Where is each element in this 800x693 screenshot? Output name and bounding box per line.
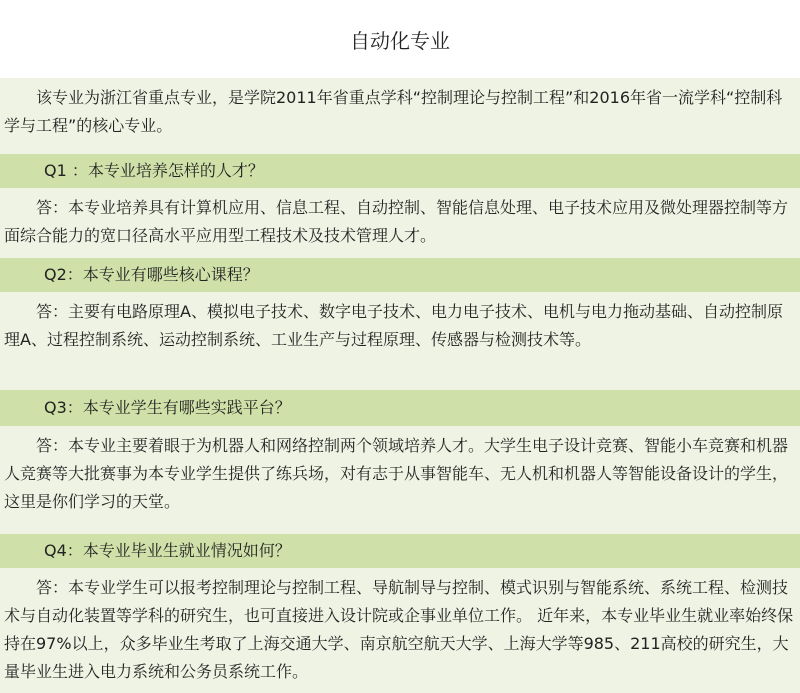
intro-paragraph: 该专业为浙江省重点专业，是学院2011年省重点学科“控制理论与控制工程”和2016年省一流学科“控制科学与工程”的核心专业。 (0, 78, 800, 154)
answer-q2: 答：主要有电路原理A、模拟电子技术、数字电子技术、电力电子技术、电机与电力拖动基础、自动控制原理A、过程控制系统、运动控制系统、工业生产与过程原理、传感器与检测技术等。 (0, 292, 800, 390)
question-q3: Q3：本专业学生有哪些实践平台？ (0, 390, 800, 426)
answer-q4: 答：本专业学生可以报考控制理论与控制工程、导航制导与控制、模式识别与智能系统、系统工程、检测技术与自动化装置等学科的研究生，也可直接进入设计院或企事业单位工作。 近年来，本专业毕业生就业率始终保持在97%以上，众多毕业生考取了上海交通大学、南京航空航天大学、上海大学等985、211高校的研究生，大量毕业生进入电力系统和公务员系统工作。 (0, 568, 800, 693)
answer-q1: 答：本专业培养具有计算机应用、信息工程、自动控制、智能信息处理、电子技术应用及微处理器控制等方面综合能力的宽口径高水平应用型工程技术及技术管理人才。 (0, 188, 800, 258)
question-q4: Q4：本专业毕业生就业情况如何？ (0, 534, 800, 568)
question-q1: Q1 ：本专业培养怎样的人才？ (0, 154, 800, 188)
answer-q3: 答：本专业主要着眼于为机器人和网络控制两个领域培养人才。大学生电子设计竞赛、智能小车竞赛和机器人竞赛等大批赛事为本专业学生提供了练兵场，对有志于从事智能车、无人机和机器人等智能设备设计的学生，这里是你们学习的天堂。 (0, 426, 800, 534)
question-q2: Q2：本专业有哪些核心课程？ (0, 258, 800, 292)
page-title: 自动化专业 (350, 28, 450, 53)
